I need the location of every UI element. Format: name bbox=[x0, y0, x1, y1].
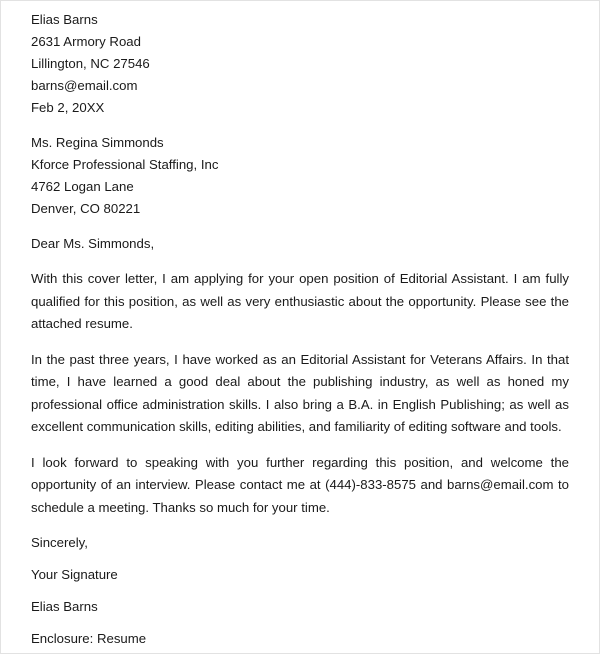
sender-address-block bbox=[31, 9, 569, 119]
body-paragraph-1: With this cover letter, I am applying for your open position of Editorial Assistant. I am fully qualified for this position, as well as very enthusiastic about the opportunity. Please see the attached resume. bbox=[31, 271, 569, 331]
salutation: Dear Ms. Simmonds, bbox=[31, 236, 155, 251]
signature-placeholder: Your Signature bbox=[31, 567, 118, 582]
valediction: Sincerely, bbox=[31, 535, 88, 550]
signer-name: Elias Barns bbox=[31, 599, 98, 614]
enclosure-note: Enclosure: Resume bbox=[31, 631, 147, 646]
sender-street: 2631 Armory Road bbox=[31, 34, 141, 49]
body-paragraph-3: I look forward to speaking with you further regarding this position, and welcome the opportunity of an interview. Please contact me at (444)-833-8575 and barns@email.com to schedule a meeting. Thanks so much for your time. bbox=[31, 454, 569, 515]
recipient-company: Kforce Professional Staffing, Inc bbox=[31, 157, 219, 172]
letter-date: Feb 2, 20XX bbox=[31, 100, 105, 115]
sender-name: Elias Barns bbox=[31, 12, 98, 27]
recipient-address-block bbox=[31, 132, 569, 220]
body-paragraph-2: In the past three years, I have worked as an Editorial Assistant for Veterans Affairs. In that time, I have learned a good deal about the publishing industry, as well as honed my professional office administration skills. I also bring a B.A. in English Publishing; as well as excellent communication skills, editing abilities, and familiarity of editing software and tools. bbox=[31, 351, 569, 434]
recipient-city-state-zip: Denver, CO 80221 bbox=[31, 201, 141, 216]
recipient-street: 4762 Logan Lane bbox=[31, 179, 134, 194]
closing-block bbox=[31, 532, 569, 650]
recipient-name: Ms. Regina Simmonds bbox=[31, 135, 164, 150]
sender-city-state-zip: Lillington, NC 27546 bbox=[31, 56, 150, 71]
sender-email: barns@email.com bbox=[31, 78, 138, 93]
